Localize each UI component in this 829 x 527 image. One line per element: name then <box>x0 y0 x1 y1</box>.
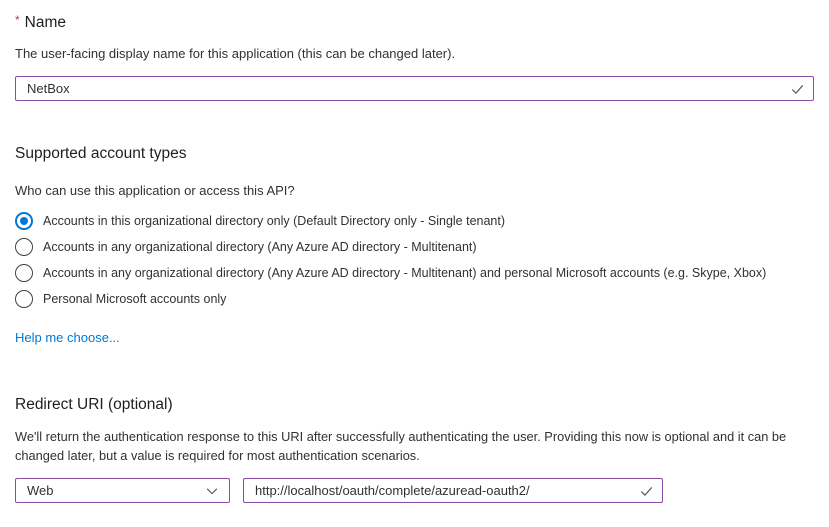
required-asterisk: * <box>15 13 20 27</box>
redirect-uri-input[interactable] <box>243 478 663 503</box>
account-type-option-multitenant[interactable] <box>15 234 814 260</box>
account-types-question: Who can use this application or access this API? <box>15 183 295 198</box>
name-field <box>15 76 814 101</box>
account-type-options <box>15 208 814 312</box>
checkmark-icon <box>639 483 654 498</box>
redirect-uri-description: We'll return the authentication response to this URI after successfully authenticating the user. Providing this now is optional and it can be changed later, but a value is required for most authentication scenarios. <box>15 429 787 463</box>
radio-button[interactable] <box>15 290 33 308</box>
radio-button[interactable] <box>15 212 33 230</box>
redirect-uri-field <box>243 478 663 503</box>
name-input[interactable] <box>15 76 814 101</box>
account-type-option-multitenant-personal[interactable] <box>15 260 814 286</box>
account-type-option-single-tenant[interactable] <box>15 208 814 234</box>
radio-label: Accounts in any organizational directory (Any Azure AD directory - Multitenant) and personal Microsoft accounts (e.g. Skype, Xbox) <box>43 266 767 280</box>
radio-label: Accounts in this organizational directory only (Default Directory only - Single tenant) <box>43 214 506 228</box>
radio-label: Personal Microsoft accounts only <box>43 292 227 306</box>
name-title-text: Name <box>24 14 67 31</box>
radio-button[interactable] <box>15 238 33 256</box>
app-registration-form <box>0 11 829 503</box>
name-section-title <box>15 11 814 32</box>
name-description: The user-facing display name for this application (this can be changed later). <box>15 46 456 61</box>
radio-label: Accounts in any organizational directory (Any Azure AD directory - Multitenant) <box>43 240 477 254</box>
account-type-option-personal-only[interactable] <box>15 286 814 312</box>
checkmark-icon <box>790 81 805 96</box>
platform-select-value: Web <box>27 483 54 498</box>
radio-button[interactable] <box>15 264 33 282</box>
chevron-down-icon <box>205 484 219 498</box>
redirect-uri-row <box>15 478 814 503</box>
help-me-choose-link[interactable]: Help me choose... <box>15 330 120 345</box>
platform-select[interactable] <box>15 478 230 503</box>
redirect-uri-title: Redirect URI (optional) <box>15 396 173 413</box>
supported-account-types-title: Supported account types <box>15 145 187 162</box>
